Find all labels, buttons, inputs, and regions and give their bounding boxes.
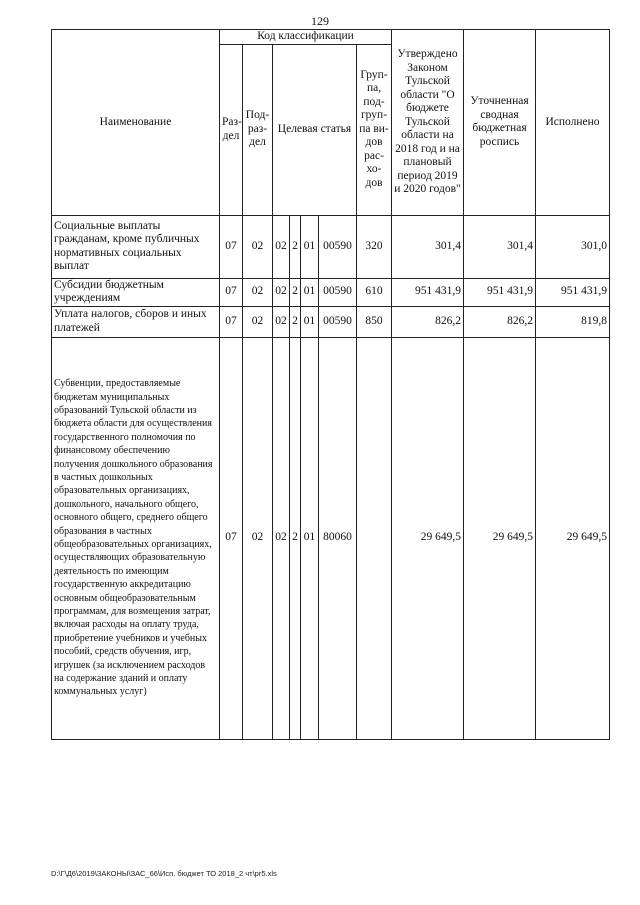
row-name: Уплата налогов, сборов и иных платежей <box>52 306 220 337</box>
row-target-1: 02 <box>273 306 290 337</box>
row-target-1: 02 <box>273 278 290 306</box>
header-expense-group: Груп-па, под-груп-па ви-дов рас-хо-дов <box>357 44 392 215</box>
row-name: Субвенции, предоставляемые бюджетам муниципальных образований Тульской области из бюджета области для осуществления государственного полномочия по финансовому обеспечению получения дошкольного образования в частных дошкольных образовательных организациях, дошкольного, начального общего, основного общего, среднего общего образования в частных общеобразовательных организациях, осуществляющих образовательную деятельность по имеющим государственную аккредитацию основным общеобразовательным программам, для возмещения затрат, включая расходы на оплату труда, приобретение учебников и учебных пособий, средств обучения, игр, игрушек (за исключением расходов на содержание зданий и оплату коммунальных услуг) <box>52 337 220 739</box>
header-subsection: Под-раз-дел <box>243 44 273 215</box>
table-row <box>52 215 610 278</box>
row-executed: 301,0 <box>536 215 610 278</box>
table-row <box>52 278 610 306</box>
header-refined: Уточненная сводная бюджетная роспись <box>464 30 536 216</box>
row-group: 610 <box>357 278 392 306</box>
table-row <box>52 337 610 739</box>
row-subsection: 02 <box>243 278 273 306</box>
row-target-2: 2 <box>290 278 301 306</box>
row-approved: 951 431,9 <box>392 278 464 306</box>
row-approved: 301,4 <box>392 215 464 278</box>
row-section: 07 <box>220 215 243 278</box>
row-name: Социальные выплаты гражданам, кроме публичных нормативных социальных выплат <box>52 215 220 278</box>
row-subsection: 02 <box>243 337 273 739</box>
row-refined: 301,4 <box>464 215 536 278</box>
row-executed: 819,8 <box>536 306 610 337</box>
budget-execution-table <box>51 29 610 740</box>
row-target-3: 01 <box>301 278 319 306</box>
row-target-4: 00590 <box>319 278 357 306</box>
row-name: Субсидии бюджетным учреждениям <box>52 278 220 306</box>
row-refined: 951 431,9 <box>464 278 536 306</box>
row-approved: 29 649,5 <box>392 337 464 739</box>
row-refined: 29 649,5 <box>464 337 536 739</box>
row-executed: 951 431,9 <box>536 278 610 306</box>
row-target-2: 2 <box>290 337 301 739</box>
row-group: 850 <box>357 306 392 337</box>
row-approved: 826,2 <box>392 306 464 337</box>
row-refined: 826,2 <box>464 306 536 337</box>
row-target-4: 80060 <box>319 337 357 739</box>
page-number: 129 <box>311 14 329 28</box>
row-group: 320 <box>357 215 392 278</box>
row-subsection: 02 <box>243 215 273 278</box>
header-target-article: Целевая статья <box>273 44 357 215</box>
row-target-4: 00590 <box>319 306 357 337</box>
table-row <box>52 306 610 337</box>
header-approved: Утверждено Законом Тульской области "О бюджете Тульской области на 2018 год и на плановый период 2019 и 2020 годов" <box>392 30 464 216</box>
row-subsection: 02 <box>243 306 273 337</box>
row-target-2: 2 <box>290 306 301 337</box>
row-section: 07 <box>220 306 243 337</box>
row-target-2: 2 <box>290 215 301 278</box>
header-executed: Исполнено <box>536 30 610 216</box>
header-name: Наименование <box>52 30 220 216</box>
row-executed: 29 649,5 <box>536 337 610 739</box>
row-target-4: 00590 <box>319 215 357 278</box>
file-path-footer: D:\Г\Д6\2019\ЗАКОНЫ\ЗАС_66\Исп. бюджет ТО 2018_2 чт\pr5.xls <box>51 869 277 878</box>
row-target-3: 01 <box>301 306 319 337</box>
row-section: 07 <box>220 278 243 306</box>
row-section: 07 <box>220 337 243 739</box>
row-target-3: 01 <box>301 337 319 739</box>
row-target-1: 02 <box>273 215 290 278</box>
header-section: Раз-дел <box>220 44 243 215</box>
header-row-1 <box>52 30 610 45</box>
row-target-3: 01 <box>301 215 319 278</box>
header-classification-code: Код классификации <box>220 30 392 45</box>
row-group <box>357 337 392 739</box>
row-target-1: 02 <box>273 337 290 739</box>
